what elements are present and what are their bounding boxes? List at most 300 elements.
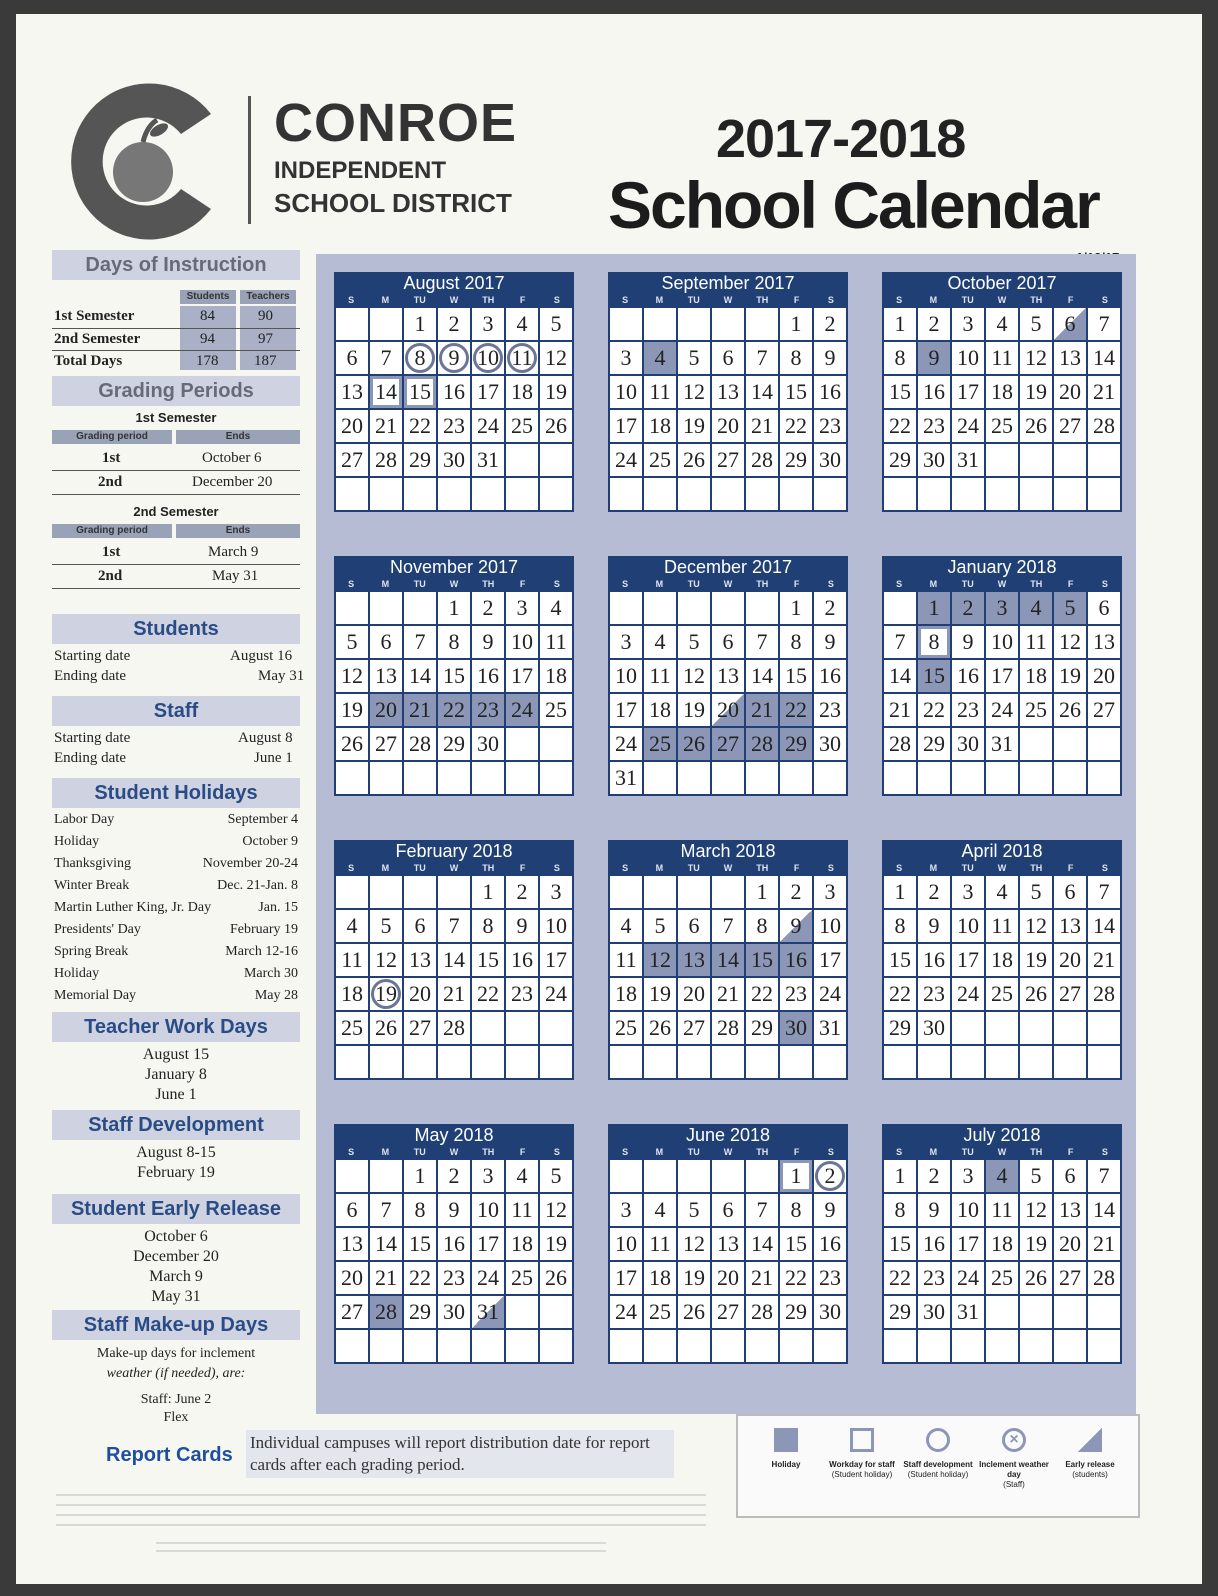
day-cell xyxy=(952,1262,986,1296)
day-cell xyxy=(918,978,952,1012)
day-cell xyxy=(884,1262,918,1296)
day-number: 9 xyxy=(824,629,836,654)
day-cell xyxy=(404,592,438,626)
makeup-line3: Staff: June 2 xyxy=(140,1392,212,1407)
day-cell xyxy=(952,1194,986,1228)
legend-workday xyxy=(822,1428,902,1480)
day-cell xyxy=(746,410,780,444)
day-cell xyxy=(1020,478,1054,512)
day-cell xyxy=(506,1262,540,1296)
day-cell xyxy=(610,342,644,376)
day-number: 10 xyxy=(957,1197,979,1222)
day-number: 13 xyxy=(341,1231,363,1256)
day-number: 3 xyxy=(482,1163,494,1188)
day-number: 7 xyxy=(894,629,906,654)
day-cell xyxy=(610,762,644,796)
day-cell xyxy=(986,1262,1020,1296)
day-cell xyxy=(506,376,540,410)
weekday-header xyxy=(882,578,1122,590)
day-cell xyxy=(986,342,1020,376)
day-cell xyxy=(814,626,848,660)
day-cell xyxy=(404,1160,438,1194)
day-cell xyxy=(438,376,472,410)
day-cell xyxy=(814,728,848,762)
day-number: 17 xyxy=(819,947,841,972)
day-number: 12 xyxy=(341,663,363,688)
day-cell xyxy=(610,444,644,478)
day-cell xyxy=(814,762,848,796)
day-cell xyxy=(610,1330,644,1364)
day-number: 22 xyxy=(923,697,945,722)
day-cell xyxy=(472,910,506,944)
day-cell xyxy=(918,876,952,910)
day-number: 29 xyxy=(785,1299,807,1324)
day-number: 12 xyxy=(1025,913,1047,938)
day-cell xyxy=(678,342,712,376)
day-cell xyxy=(610,592,644,626)
weekday-label: M xyxy=(381,579,390,589)
day-number: 18 xyxy=(649,413,671,438)
day-cell xyxy=(644,444,678,478)
day-number: 17 xyxy=(545,947,567,972)
day-number: 13 xyxy=(683,947,705,972)
holiday-swatch-icon xyxy=(774,1428,798,1452)
day-number: 19 xyxy=(1025,1231,1047,1256)
day-cell xyxy=(814,1194,848,1228)
day-number: 4 xyxy=(996,879,1008,904)
day-number: 12 xyxy=(1025,1197,1047,1222)
day-number: 23 xyxy=(923,981,945,1006)
holiday-date: March 12-16 xyxy=(225,944,298,959)
day-cell xyxy=(438,592,472,626)
day-cell xyxy=(918,592,952,626)
day-number: 9 xyxy=(824,345,836,370)
month-calendar xyxy=(334,1124,574,1376)
day-number: 13 xyxy=(1059,913,1081,938)
day-number: 29 xyxy=(409,1299,431,1324)
day-cell xyxy=(884,444,918,478)
day-number: 8 xyxy=(756,913,768,938)
day-cell xyxy=(1088,762,1122,796)
weekday-label: M xyxy=(381,295,390,305)
weekday-label: S xyxy=(1101,295,1108,305)
day-number: 27 xyxy=(1059,1265,1081,1290)
day-cell xyxy=(540,1194,574,1228)
weekday-label: S xyxy=(896,295,903,305)
day-cell xyxy=(1088,478,1122,512)
day-number: 7 xyxy=(380,1197,392,1222)
day-cell xyxy=(438,308,472,342)
day-cell xyxy=(540,944,574,978)
day-number: 28 xyxy=(1093,1265,1115,1290)
day-number: 9 xyxy=(824,1197,836,1222)
holiday-date: March 30 xyxy=(243,966,298,981)
grading-sem1: 1st Semester xyxy=(135,410,217,425)
day-cell xyxy=(678,694,712,728)
day-cell xyxy=(506,1330,540,1364)
day-cell xyxy=(952,410,986,444)
grading-s2-e1: March 9 xyxy=(208,544,259,560)
day-grid xyxy=(608,306,848,512)
day-number: 1 xyxy=(756,879,768,904)
day-cell xyxy=(780,1296,814,1330)
weekday-label: TH xyxy=(482,579,495,589)
day-cell xyxy=(506,660,540,694)
day-cell xyxy=(336,1046,370,1080)
day-cell xyxy=(678,944,712,978)
day-number: 24 xyxy=(991,697,1013,722)
day-cell xyxy=(884,1296,918,1330)
fine-print-contact xyxy=(156,1540,606,1556)
day-number: 27 xyxy=(1093,697,1115,722)
day-cell xyxy=(610,478,644,512)
day-cell xyxy=(506,592,540,626)
weekday-label: W xyxy=(723,579,733,589)
day-number: 10 xyxy=(511,629,533,654)
day-cell xyxy=(986,478,1020,512)
day-number: 18 xyxy=(649,1265,671,1290)
day-cell xyxy=(814,1012,848,1046)
grading-col-ends: Ends xyxy=(176,430,300,444)
weekday-label: S xyxy=(1101,1147,1108,1157)
weekday-label: W xyxy=(723,295,733,305)
month-calendar xyxy=(608,272,848,524)
early-release-2: December 20 xyxy=(133,1248,219,1265)
day-cell xyxy=(746,444,780,478)
early-release-4: May 31 xyxy=(151,1288,201,1305)
day-cell xyxy=(540,626,574,660)
day-number: 14 xyxy=(1093,345,1115,370)
day-cell xyxy=(884,1012,918,1046)
day-number: 2 xyxy=(962,595,974,620)
day-number: 18 xyxy=(1025,663,1047,688)
weekday-label: TU xyxy=(687,1147,700,1157)
day-number: 13 xyxy=(717,663,739,688)
day-number: 17 xyxy=(991,663,1013,688)
day-number: 5 xyxy=(688,629,700,654)
day-number: 21 xyxy=(443,981,465,1006)
day-number: 30 xyxy=(957,731,979,756)
day-cell xyxy=(712,308,746,342)
day-cell xyxy=(1054,376,1088,410)
day-number: 31 xyxy=(957,1299,979,1324)
day-number: 6 xyxy=(380,629,392,654)
day-cell xyxy=(918,626,952,660)
day-number: 8 xyxy=(482,913,494,938)
day-cell xyxy=(404,626,438,660)
day-cell xyxy=(986,762,1020,796)
day-number: 22 xyxy=(477,981,499,1006)
day-number: 19 xyxy=(683,1265,705,1290)
weekday-label: TU xyxy=(687,863,700,873)
day-cell xyxy=(336,592,370,626)
day-cell xyxy=(1020,1262,1054,1296)
makeup-line2: weather (if needed), are: xyxy=(106,1366,246,1381)
day-number: 7 xyxy=(414,629,426,654)
day-cell xyxy=(678,1262,712,1296)
day-number: 17 xyxy=(957,1231,979,1256)
legend-inclement-sub: (Staff) xyxy=(1003,1480,1025,1489)
day-cell xyxy=(1054,978,1088,1012)
day-cell xyxy=(438,1228,472,1262)
legend-staffdev-label: Staff development xyxy=(903,1460,973,1469)
day-number: 20 xyxy=(683,981,705,1006)
day-cell xyxy=(1088,1228,1122,1262)
month-calendar xyxy=(882,272,1122,524)
day-cell xyxy=(746,660,780,694)
day-cell xyxy=(336,1330,370,1364)
weekday-label: S xyxy=(827,863,834,873)
day-cell xyxy=(780,876,814,910)
day-cell xyxy=(1054,1296,1088,1330)
day-number: 8 xyxy=(414,1197,426,1222)
day-cell xyxy=(336,342,370,376)
early-release-3: March 9 xyxy=(149,1268,203,1285)
day-number: 3 xyxy=(962,879,974,904)
day-number: 28 xyxy=(751,1299,773,1324)
month-calendar xyxy=(334,272,574,524)
day-number: 26 xyxy=(683,1299,705,1324)
makeup-title: Staff Make-up Days xyxy=(52,1310,300,1340)
day-cell xyxy=(370,626,404,660)
day-number: 8 xyxy=(448,629,460,654)
day-number: 16 xyxy=(957,663,979,688)
day-cell xyxy=(1020,410,1054,444)
weekday-label: F xyxy=(519,579,526,589)
day-cell xyxy=(712,694,746,728)
month-calendar xyxy=(608,1124,848,1376)
day-cell xyxy=(1020,1160,1054,1194)
day-number: 8 xyxy=(790,1197,802,1222)
day-cell xyxy=(1054,1046,1088,1080)
day-cell xyxy=(540,694,574,728)
legend-early-sub: (students) xyxy=(1072,1470,1108,1479)
students-start-label: Starting date xyxy=(54,648,131,664)
day-cell xyxy=(712,342,746,376)
day-cell xyxy=(986,1194,1020,1228)
day-number: 23 xyxy=(819,697,841,722)
day-cell xyxy=(712,444,746,478)
day-cell xyxy=(918,308,952,342)
day-number: 5 xyxy=(688,1197,700,1222)
day-number: 28 xyxy=(443,1015,465,1040)
day-number: 9 xyxy=(962,629,974,654)
day-number: 11 xyxy=(649,379,671,404)
day-cell xyxy=(780,1012,814,1046)
day-cell xyxy=(952,626,986,660)
day-cell xyxy=(746,1012,780,1046)
day-cell xyxy=(884,1160,918,1194)
day-cell xyxy=(1054,626,1088,660)
day-cell xyxy=(336,1160,370,1194)
day-cell xyxy=(918,910,952,944)
weekday-label: M xyxy=(929,579,938,589)
day-number: 18 xyxy=(341,981,363,1006)
holiday-name: Winter Break xyxy=(54,878,130,893)
day-cell xyxy=(814,376,848,410)
day-cell xyxy=(472,1012,506,1046)
day-cell xyxy=(814,694,848,728)
day-number: 22 xyxy=(409,1265,431,1290)
day-cell xyxy=(404,728,438,762)
day-cell xyxy=(472,1194,506,1228)
day-cell xyxy=(472,694,506,728)
day-number: 1 xyxy=(448,595,460,620)
weekday-label: TU xyxy=(687,295,700,305)
day-number: 10 xyxy=(819,913,841,938)
day-cell xyxy=(746,1228,780,1262)
day-number: 30 xyxy=(819,731,841,756)
weekday-label: TH xyxy=(1030,1147,1043,1157)
day-number: 14 xyxy=(717,947,739,972)
day-cell xyxy=(506,876,540,910)
day-cell xyxy=(438,694,472,728)
day-cell xyxy=(610,876,644,910)
day-cell xyxy=(1020,978,1054,1012)
day-number: 29 xyxy=(889,1299,911,1324)
day-cell xyxy=(336,626,370,660)
day-cell xyxy=(472,876,506,910)
day-cell xyxy=(918,728,952,762)
day-cell xyxy=(884,410,918,444)
day-number: 5 xyxy=(550,311,562,336)
day-cell xyxy=(1020,592,1054,626)
day-cell xyxy=(472,1296,506,1330)
day-cell xyxy=(746,1194,780,1228)
day-number: 13 xyxy=(375,663,397,688)
day-cell xyxy=(370,308,404,342)
day-number: 30 xyxy=(923,1299,945,1324)
day-cell xyxy=(644,910,678,944)
day-cell xyxy=(678,1330,712,1364)
day-cell xyxy=(370,978,404,1012)
day-number: 2 xyxy=(928,879,940,904)
day-cell xyxy=(712,944,746,978)
staff-title: Staff xyxy=(52,696,300,726)
conroe-logo-icon xyxy=(61,74,236,249)
students-title: Students xyxy=(52,614,300,644)
day-number: 6 xyxy=(1098,595,1110,620)
day-cell xyxy=(610,1262,644,1296)
instr-row1-label: 1st Semester xyxy=(54,308,135,324)
day-number: 31 xyxy=(819,1015,841,1040)
day-number: 3 xyxy=(996,595,1008,620)
day-number: 20 xyxy=(717,413,739,438)
day-cell xyxy=(952,342,986,376)
day-cell xyxy=(610,1296,644,1330)
day-number: 31 xyxy=(477,447,499,472)
day-number: 3 xyxy=(620,345,632,370)
weekday-label: F xyxy=(1067,295,1074,305)
day-cell xyxy=(884,1228,918,1262)
day-cell xyxy=(404,978,438,1012)
weekday-label: F xyxy=(519,295,526,305)
day-cell xyxy=(678,910,712,944)
logo-divider xyxy=(248,96,251,224)
day-cell xyxy=(540,1262,574,1296)
day-cell xyxy=(404,376,438,410)
day-cell xyxy=(918,1194,952,1228)
day-number: 19 xyxy=(683,413,705,438)
day-cell xyxy=(370,728,404,762)
day-number: 26 xyxy=(1025,1265,1047,1290)
day-grid xyxy=(608,874,848,1080)
day-cell xyxy=(1020,728,1054,762)
day-cell xyxy=(472,1330,506,1364)
day-cell xyxy=(780,626,814,660)
day-number: 16 xyxy=(923,1231,945,1256)
day-cell xyxy=(370,762,404,796)
day-number: 3 xyxy=(482,311,494,336)
day-number: 23 xyxy=(443,1265,465,1290)
day-number: 26 xyxy=(375,1015,397,1040)
holiday-date: May 28 xyxy=(254,988,298,1003)
day-number: 24 xyxy=(957,413,979,438)
weekday-label: F xyxy=(519,1147,526,1157)
day-cell xyxy=(918,1046,952,1080)
day-number: 4 xyxy=(620,913,632,938)
day-number: 27 xyxy=(717,731,739,756)
staff-dev-title: Staff Development xyxy=(52,1110,300,1140)
day-cell xyxy=(746,478,780,512)
day-cell xyxy=(1020,1012,1054,1046)
day-number: 7 xyxy=(756,345,768,370)
month-title: September 2017 xyxy=(608,272,848,294)
day-number: 23 xyxy=(923,413,945,438)
month-title: June 2018 xyxy=(608,1124,848,1146)
day-number: 18 xyxy=(511,379,533,404)
day-cell xyxy=(712,376,746,410)
day-cell xyxy=(644,876,678,910)
day-cell xyxy=(540,478,574,512)
day-cell xyxy=(336,308,370,342)
day-number: 5 xyxy=(688,345,700,370)
weekday-label: TH xyxy=(1030,863,1043,873)
day-number: 31 xyxy=(991,731,1013,756)
day-cell xyxy=(814,944,848,978)
day-cell xyxy=(986,1160,1020,1194)
day-cell xyxy=(438,410,472,444)
day-cell xyxy=(644,660,678,694)
day-cell xyxy=(712,1262,746,1296)
day-cell xyxy=(438,1160,472,1194)
day-number: 20 xyxy=(375,697,397,722)
day-number: 14 xyxy=(751,663,773,688)
day-cell xyxy=(780,1262,814,1296)
day-number: 26 xyxy=(649,1015,671,1040)
day-cell xyxy=(952,694,986,728)
weekday-label: TH xyxy=(482,295,495,305)
day-number: 4 xyxy=(1030,595,1042,620)
month-title: July 2018 xyxy=(882,1124,1122,1146)
day-cell xyxy=(644,944,678,978)
legend-early xyxy=(1050,1428,1130,1480)
day-cell xyxy=(884,478,918,512)
day-number: 12 xyxy=(545,1197,567,1222)
day-cell xyxy=(678,1296,712,1330)
weekday-label: F xyxy=(793,863,800,873)
day-cell xyxy=(986,910,1020,944)
day-number: 22 xyxy=(785,413,807,438)
day-cell xyxy=(1020,376,1054,410)
day-cell xyxy=(814,342,848,376)
day-number: 7 xyxy=(756,1197,768,1222)
day-number: 2 xyxy=(928,311,940,336)
day-number: 27 xyxy=(341,447,363,472)
day-cell xyxy=(1088,342,1122,376)
instruction-title: Days of Instruction xyxy=(52,250,300,280)
day-cell xyxy=(986,944,1020,978)
